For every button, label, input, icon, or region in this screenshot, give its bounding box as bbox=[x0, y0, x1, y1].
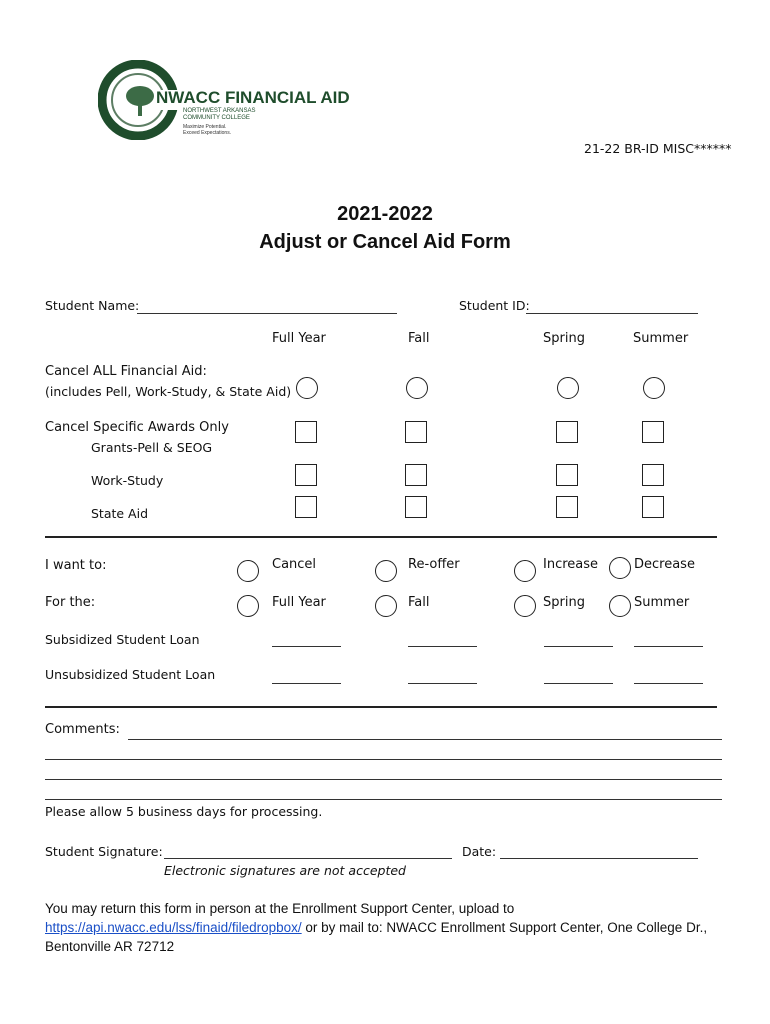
work-study-spring-checkbox[interactable] bbox=[556, 464, 578, 486]
return-instructions-mail: or by mail to: NWACC Enrollment Support Center, One College Dr., bbox=[301, 920, 708, 935]
action-reoffer-label: Re-offer bbox=[408, 557, 460, 572]
student-id-field[interactable] bbox=[526, 313, 698, 314]
unsubsidized-summer-field[interactable] bbox=[634, 683, 703, 684]
period-spring-radio[interactable] bbox=[514, 595, 536, 617]
logo-brand: NWACC FINANCIAL AID bbox=[156, 88, 350, 107]
comments-line-3[interactable] bbox=[45, 779, 722, 780]
subsidized-full-year-field[interactable] bbox=[272, 646, 341, 647]
unsubsidized-loan-label: Unsubsidized Student Loan bbox=[45, 667, 216, 682]
grants-fall-checkbox[interactable] bbox=[405, 421, 427, 443]
date-label: Date: bbox=[462, 844, 497, 859]
date-field[interactable] bbox=[500, 858, 698, 859]
subsidized-spring-field[interactable] bbox=[544, 646, 613, 647]
term-header-fall: Fall bbox=[408, 331, 430, 346]
action-cancel-radio[interactable] bbox=[237, 560, 259, 582]
unsubsidized-spring-field[interactable] bbox=[544, 683, 613, 684]
return-instructions-line1: You may return this form in person at the Enrollment Support Center, upload to bbox=[45, 901, 515, 916]
cancel-all-spring-radio[interactable] bbox=[557, 377, 579, 399]
cancel-specific-label: Cancel Specific Awards Only bbox=[45, 420, 229, 435]
logo-college-line1: NORTHWEST ARKANSAS bbox=[183, 108, 256, 114]
student-id-label: Student ID: bbox=[459, 298, 530, 313]
work-study-fall-checkbox[interactable] bbox=[405, 464, 427, 486]
action-increase-label: Increase bbox=[543, 557, 599, 572]
comments-line-4[interactable] bbox=[45, 799, 722, 800]
subsidized-loan-label: Subsidized Student Loan bbox=[45, 632, 200, 647]
form-title: Adjust or Cancel Aid Form bbox=[259, 231, 511, 253]
grants-full-year-checkbox[interactable] bbox=[295, 421, 317, 443]
section-divider-2 bbox=[45, 706, 717, 708]
cancel-all-sublabel: (includes Pell, Work-Study, & State Aid) bbox=[45, 384, 292, 399]
grants-spring-checkbox[interactable] bbox=[556, 421, 578, 443]
form-code: 21-22 BR-ID MISC****** bbox=[584, 141, 732, 156]
logo-tagline1: Maximize Potential. bbox=[183, 124, 227, 130]
action-decrease-label: Decrease bbox=[634, 557, 695, 572]
work-study-summer-checkbox[interactable] bbox=[642, 464, 664, 486]
processing-note: Please allow 5 business days for processing. bbox=[45, 804, 323, 819]
state-aid-fall-checkbox[interactable] bbox=[405, 496, 427, 518]
electronic-signature-note: Electronic signatures are not accepted bbox=[164, 863, 406, 878]
state-aid-spring-checkbox[interactable] bbox=[556, 496, 578, 518]
for-the-label: For the: bbox=[45, 595, 96, 610]
cancel-all-full-year-radio[interactable] bbox=[296, 377, 318, 399]
logo-college-line2: COMMUNITY COLLEGE bbox=[183, 115, 250, 121]
period-full-year-radio[interactable] bbox=[237, 595, 259, 617]
work-study-label: Work-Study bbox=[91, 473, 164, 488]
comments-line-2[interactable] bbox=[45, 759, 722, 760]
period-spring-label: Spring bbox=[543, 595, 585, 610]
student-name-label: Student Name: bbox=[45, 298, 140, 313]
work-study-full-year-checkbox[interactable] bbox=[295, 464, 317, 486]
state-aid-label: State Aid bbox=[91, 506, 149, 521]
return-instructions-line3: Bentonville AR 72712 bbox=[45, 939, 175, 954]
term-header-spring: Spring bbox=[543, 331, 585, 346]
return-instructions-line2 bbox=[45, 920, 707, 935]
action-increase-radio[interactable] bbox=[514, 560, 536, 582]
period-summer-radio[interactable] bbox=[609, 595, 631, 617]
period-full-year-label: Full Year bbox=[272, 595, 326, 610]
action-decrease-radio[interactable] bbox=[609, 557, 631, 579]
student-name-field[interactable] bbox=[137, 313, 397, 314]
comments-line-1[interactable] bbox=[128, 739, 722, 740]
state-aid-full-year-checkbox[interactable] bbox=[295, 496, 317, 518]
action-cancel-label: Cancel bbox=[272, 557, 317, 572]
cancel-all-fall-radio[interactable] bbox=[406, 377, 428, 399]
action-reoffer-radio[interactable] bbox=[375, 560, 397, 582]
file-dropbox-link[interactable]: https://api.nwacc.edu/lss/finaid/filedropbox/ bbox=[45, 920, 302, 935]
subsidized-summer-field[interactable] bbox=[634, 646, 703, 647]
section-divider-1 bbox=[45, 536, 717, 538]
cancel-all-summer-radio[interactable] bbox=[643, 377, 665, 399]
state-aid-summer-checkbox[interactable] bbox=[642, 496, 664, 518]
period-fall-label: Fall bbox=[408, 595, 430, 610]
logo bbox=[98, 60, 368, 140]
grants-label: Grants-Pell & SEOG bbox=[91, 440, 213, 455]
unsubsidized-full-year-field[interactable] bbox=[272, 683, 341, 684]
subsidized-fall-field[interactable] bbox=[408, 646, 477, 647]
grants-summer-checkbox[interactable] bbox=[642, 421, 664, 443]
term-header-full-year: Full Year bbox=[272, 331, 326, 346]
period-summer-label: Summer bbox=[634, 595, 690, 610]
term-header-summer: Summer bbox=[633, 331, 689, 346]
title-year: 2021-2022 bbox=[337, 203, 433, 225]
period-fall-radio[interactable] bbox=[375, 595, 397, 617]
unsubsidized-fall-field[interactable] bbox=[408, 683, 477, 684]
signature-label: Student Signature: bbox=[45, 844, 163, 859]
cancel-all-label: Cancel ALL Financial Aid: bbox=[45, 364, 207, 379]
signature-field[interactable] bbox=[164, 858, 452, 859]
i-want-to-label: I want to: bbox=[45, 558, 107, 573]
logo-tagline2: Exceed Expectations. bbox=[183, 130, 232, 136]
comments-label: Comments: bbox=[45, 722, 120, 737]
